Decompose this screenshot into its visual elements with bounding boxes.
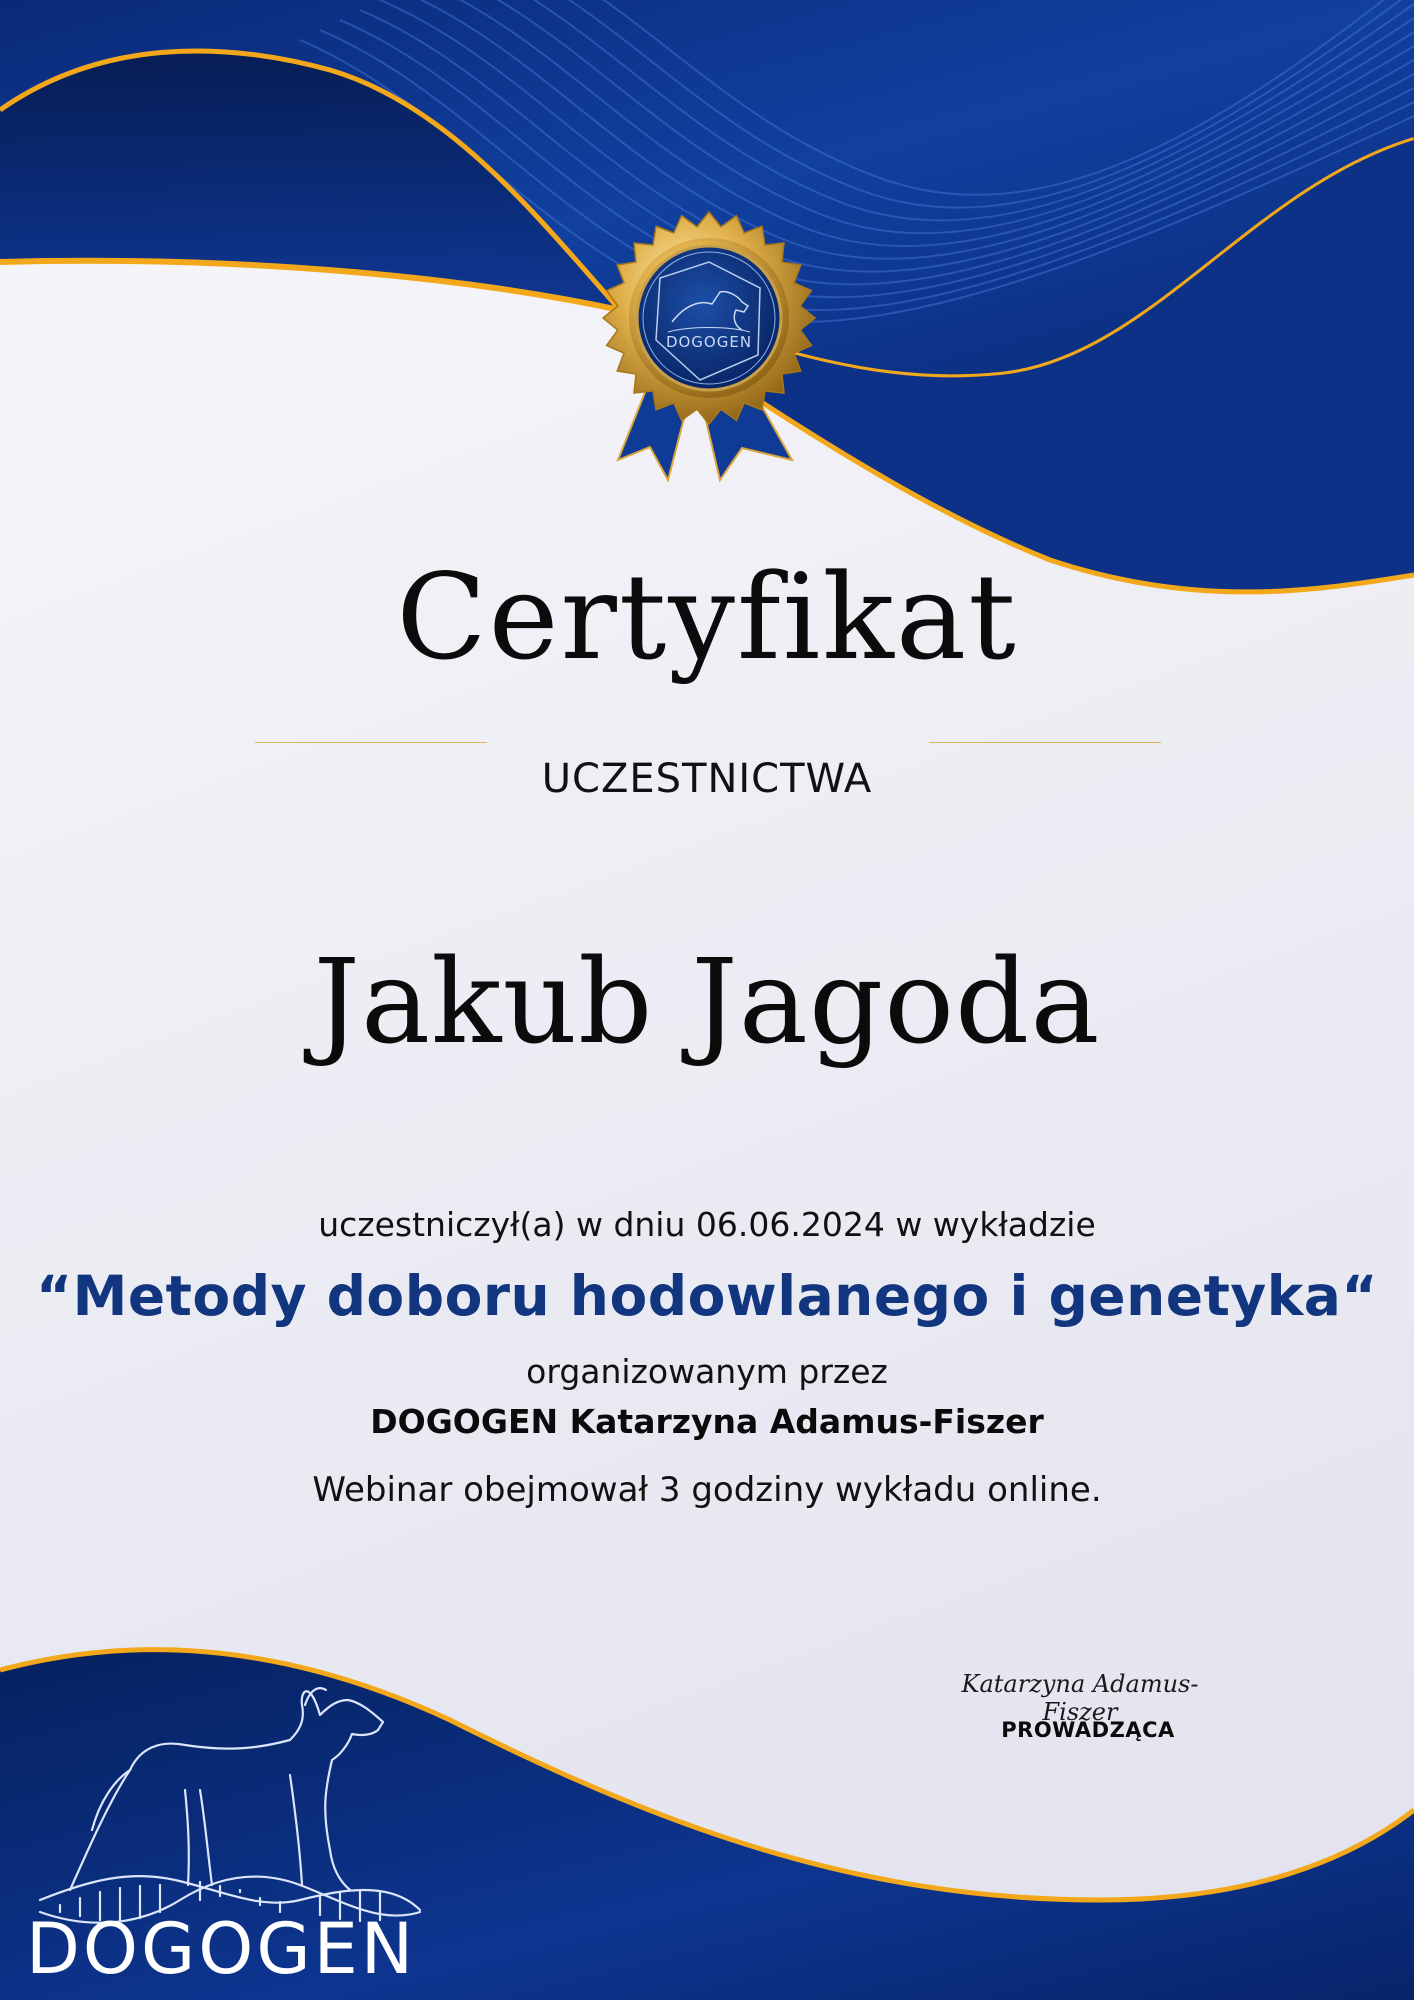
divider-right [929,742,1161,743]
certificate-title: Certyfikat [396,548,1018,686]
organizer-name: DOGOGEN Katarzyna Adamus-Fiszer [370,1402,1044,1441]
seal-rosette [603,212,815,424]
recipient-name: Jakub Jagoda [313,935,1101,1070]
organized-by-line: organizowanym przez [526,1352,888,1391]
seal-label: DOGOGEN [665,333,753,351]
participation-line: uczestniczył(a) w dniu 06.06.2024 w wykładzie [318,1205,1096,1244]
lecture-title: “Metody doboru hodowlanego i genetyka“ [35,1264,1379,1328]
duration-line: Webinar obejmował 3 godziny wykładu online. [312,1470,1102,1510]
footer-brand: DOGOGEN [26,1908,417,1990]
signature: Katarzyna Adamus-Fiszer [961,1670,1199,1726]
signature-role: PROWADZĄCA [1001,1718,1175,1742]
certificate-subtitle: UCZESTNICTWA [541,756,873,802]
divider-left [255,742,487,743]
